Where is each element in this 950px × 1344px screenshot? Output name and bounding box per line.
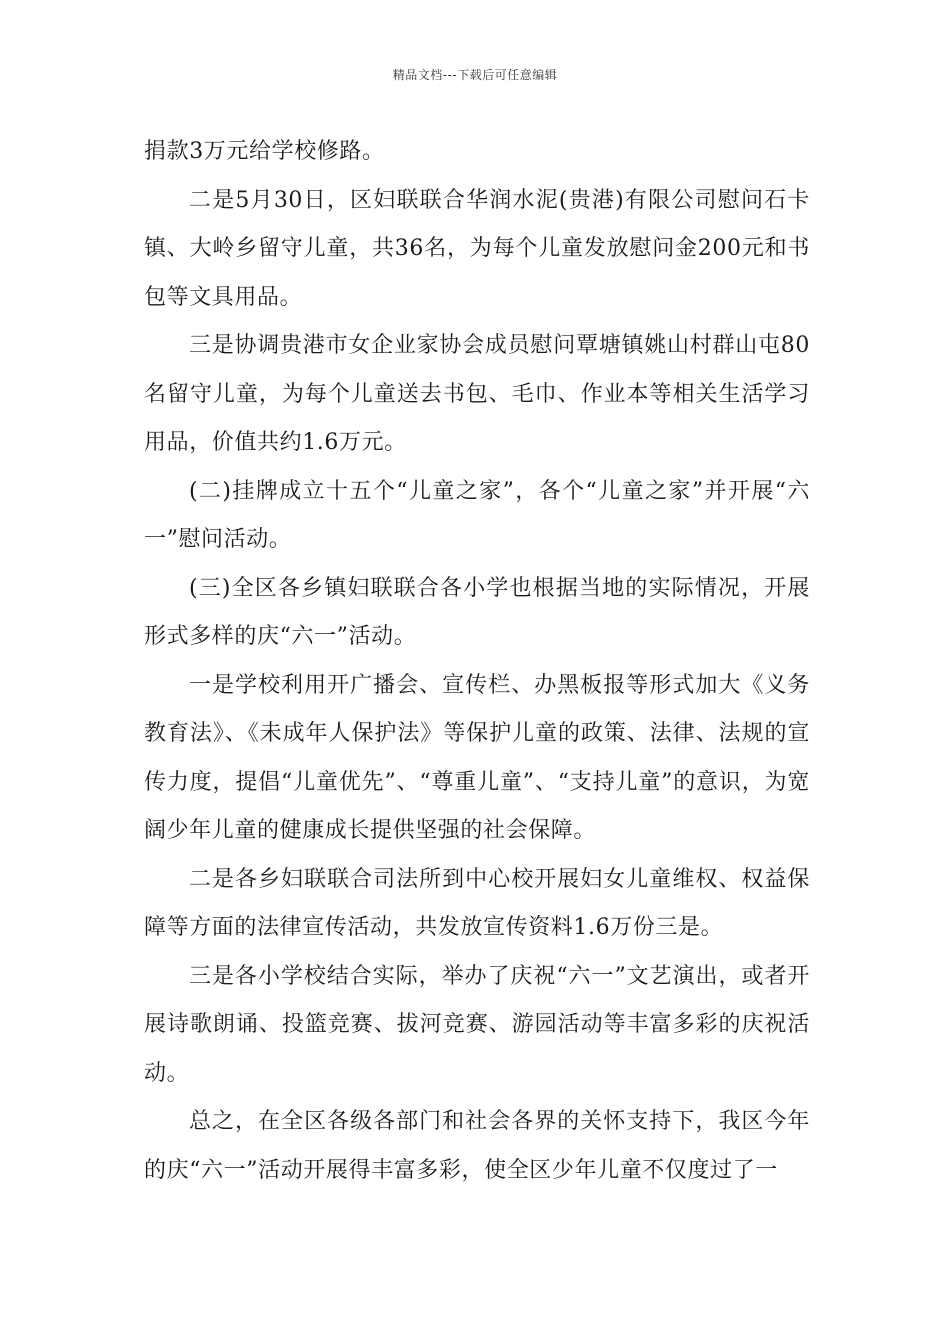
page-header: 精品文档---下载后可任意编辑: [392, 68, 558, 82]
paragraph-school-activities-1: 一是学校利用开广播会、宣传栏、办黑板报等形式加大《义务教育法》、《未成年人保护法》等保护儿童的政策、法律、法规的宣传力度，提倡“儿童优先”、“尊重儿童”、“支持儿童”的意识，为宽阔少年儿童的健康成长提供坚强的社会保障。: [144, 672, 810, 843]
paragraph-section-3: (三)全区各乡镇妇联联合各小学也根据当地的实际情况，开展形式多样的庆“六一”活动。: [144, 575, 810, 649]
paragraph-item-3: 三是协调贵港市女企业家协会成员慰问覃塘镇姚山村群山屯80名留守儿童，为每个儿童送去书包、毛巾、作业本等相关生活学习用品，价值共约1.6万元。: [144, 333, 810, 455]
paragraph-continuation: 捐款3万元给学校修路。: [144, 139, 385, 164]
paragraph-item-2: 二是5月30日，区妇联联合华润水泥(贵港)有限公司慰问石卡镇、大岭乡留守儿童，共36名，为每个儿童发放慰问金200元和书包等文具用品。: [144, 187, 810, 310]
paragraph-school-activities-2: 二是各乡妇联联合司法所到中心校开展妇女儿童维权、权益保障等方面的法律宣传活动，共发放宣传资料1.6万份三是。: [144, 866, 810, 940]
paragraph-school-activities-3: 三是各小学校结合实际，举办了庆祝“六一”文艺演出，或者开展诗歌朗诵、投篮竞赛、拔河竞赛、游园活动等丰富多彩的庆祝活动。: [144, 963, 810, 1086]
paragraph-section-2: (二)挂牌成立十五个“儿童之家”，各个“儿童之家”并开展“六一”慰问活动。: [144, 478, 810, 552]
paragraph-conclusion: 总之，在全区各级各部门和社会各界的关怀支持下，我区今年的庆“六一”活动开展得丰富多彩，使全区少年儿童不仅度过了一: [144, 1109, 810, 1183]
document-body: [144, 128, 810, 1195]
